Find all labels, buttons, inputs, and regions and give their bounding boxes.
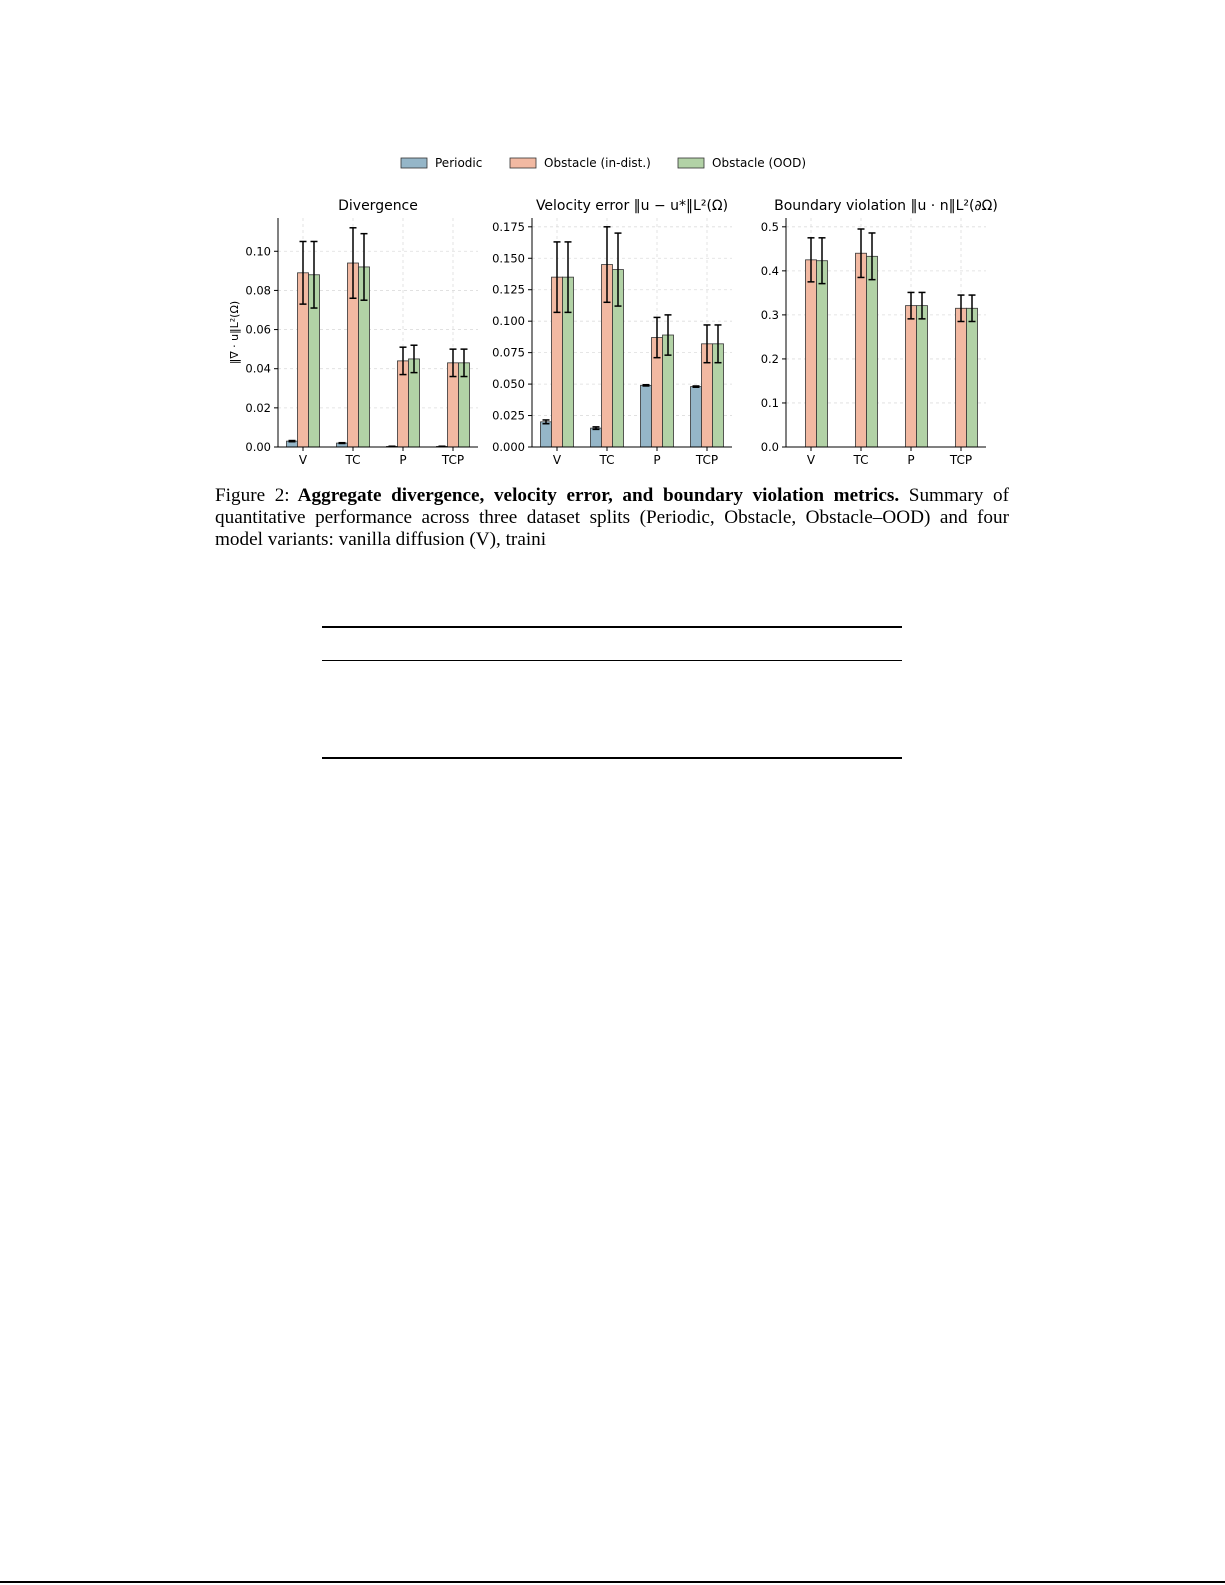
y-tick-label: 0.0 [760,440,779,454]
y-tick-label: 0.5 [760,219,779,234]
chart-title: Divergence [338,198,418,214]
page-bottom-rule [0,1581,1225,1583]
y-axis-label: ‖∇ · u‖L²(Ω) [228,300,241,365]
chart-panel-1 [228,198,478,467]
y-tick-label: 0.00 [245,440,271,454]
chart-panel-2 [492,198,732,467]
legend-swatch [401,158,427,168]
legend-item [401,156,482,170]
legend-item [510,156,651,170]
legend-swatch [678,158,704,168]
x-tick-label: TCP [441,453,465,467]
x-tick-label: TC [853,453,869,467]
y-tick-label: 0.04 [245,361,271,376]
bar [967,308,978,447]
y-tick-label: 0.3 [760,307,779,322]
y-tick-label: 0.175 [492,219,525,234]
chart-title: Velocity error ‖u − u*‖L²(Ω) [535,198,729,214]
caption-bold-title: Aggregate divergence, velocity error, and boundary violation metrics. [297,485,900,506]
chart-panel-3 [761,198,998,467]
legend-label: Obstacle (in-dist.) [544,156,651,170]
x-tick-label: TC [345,453,361,467]
chart-title: Boundary violation ‖u · n‖L²(∂Ω) [774,198,998,214]
y-tick-label: 0.025 [492,408,525,423]
bar [806,260,817,447]
y-tick-label: 0.02 [245,400,271,415]
x-tick-label: TC [599,453,615,467]
bar [641,385,652,447]
y-tick-label: 0.150 [492,251,525,266]
y-tick-label: 0.08 [245,283,271,298]
legend-label: Periodic [435,156,483,170]
y-tick-label: 0.000 [492,440,525,454]
bar [867,256,878,447]
legend-item [678,156,806,170]
y-tick-label: 0.4 [760,263,779,278]
x-tick-label: V [298,453,308,467]
legend-label: Obstacle (OOD) [712,156,806,170]
legend-swatch [510,158,536,168]
table-top-rule [322,626,902,628]
bar [906,306,917,447]
y-tick-label: 0.2 [760,351,779,366]
table-bottom-rule [322,757,902,759]
y-tick-label: 0.075 [492,345,525,360]
bar [691,387,702,447]
x-tick-label: P [399,453,407,467]
bar [541,422,552,447]
figure-caption [215,485,1009,551]
y-tick-label: 0.100 [492,314,525,329]
bar [856,253,867,447]
x-tick-label: TCP [949,453,973,467]
figure-2-chart [0,0,1225,480]
bar [956,308,967,447]
bar [917,306,928,447]
y-tick-label: 0.06 [245,322,271,337]
x-tick-label: V [806,453,816,467]
y-tick-label: 0.10 [245,244,271,259]
y-tick-label: 0.1 [760,395,779,410]
bar [591,428,602,447]
caption-text: Summary of quantitative performance across three dataset splits (Periodic, Obstacle, Obstacle–OOD) and four model variants: vanilla diffusion (V), traini [215,485,1009,550]
bar [817,261,828,447]
y-tick-label: 0.125 [492,282,525,297]
x-tick-label: P [907,453,915,467]
y-tick-label: 0.050 [492,377,525,392]
x-tick-label: TCP [695,453,719,467]
x-tick-label: V [552,453,562,467]
x-tick-label: P [653,453,661,467]
caption-label: Figure 2: [215,485,290,506]
table-mid-rule [322,660,902,661]
